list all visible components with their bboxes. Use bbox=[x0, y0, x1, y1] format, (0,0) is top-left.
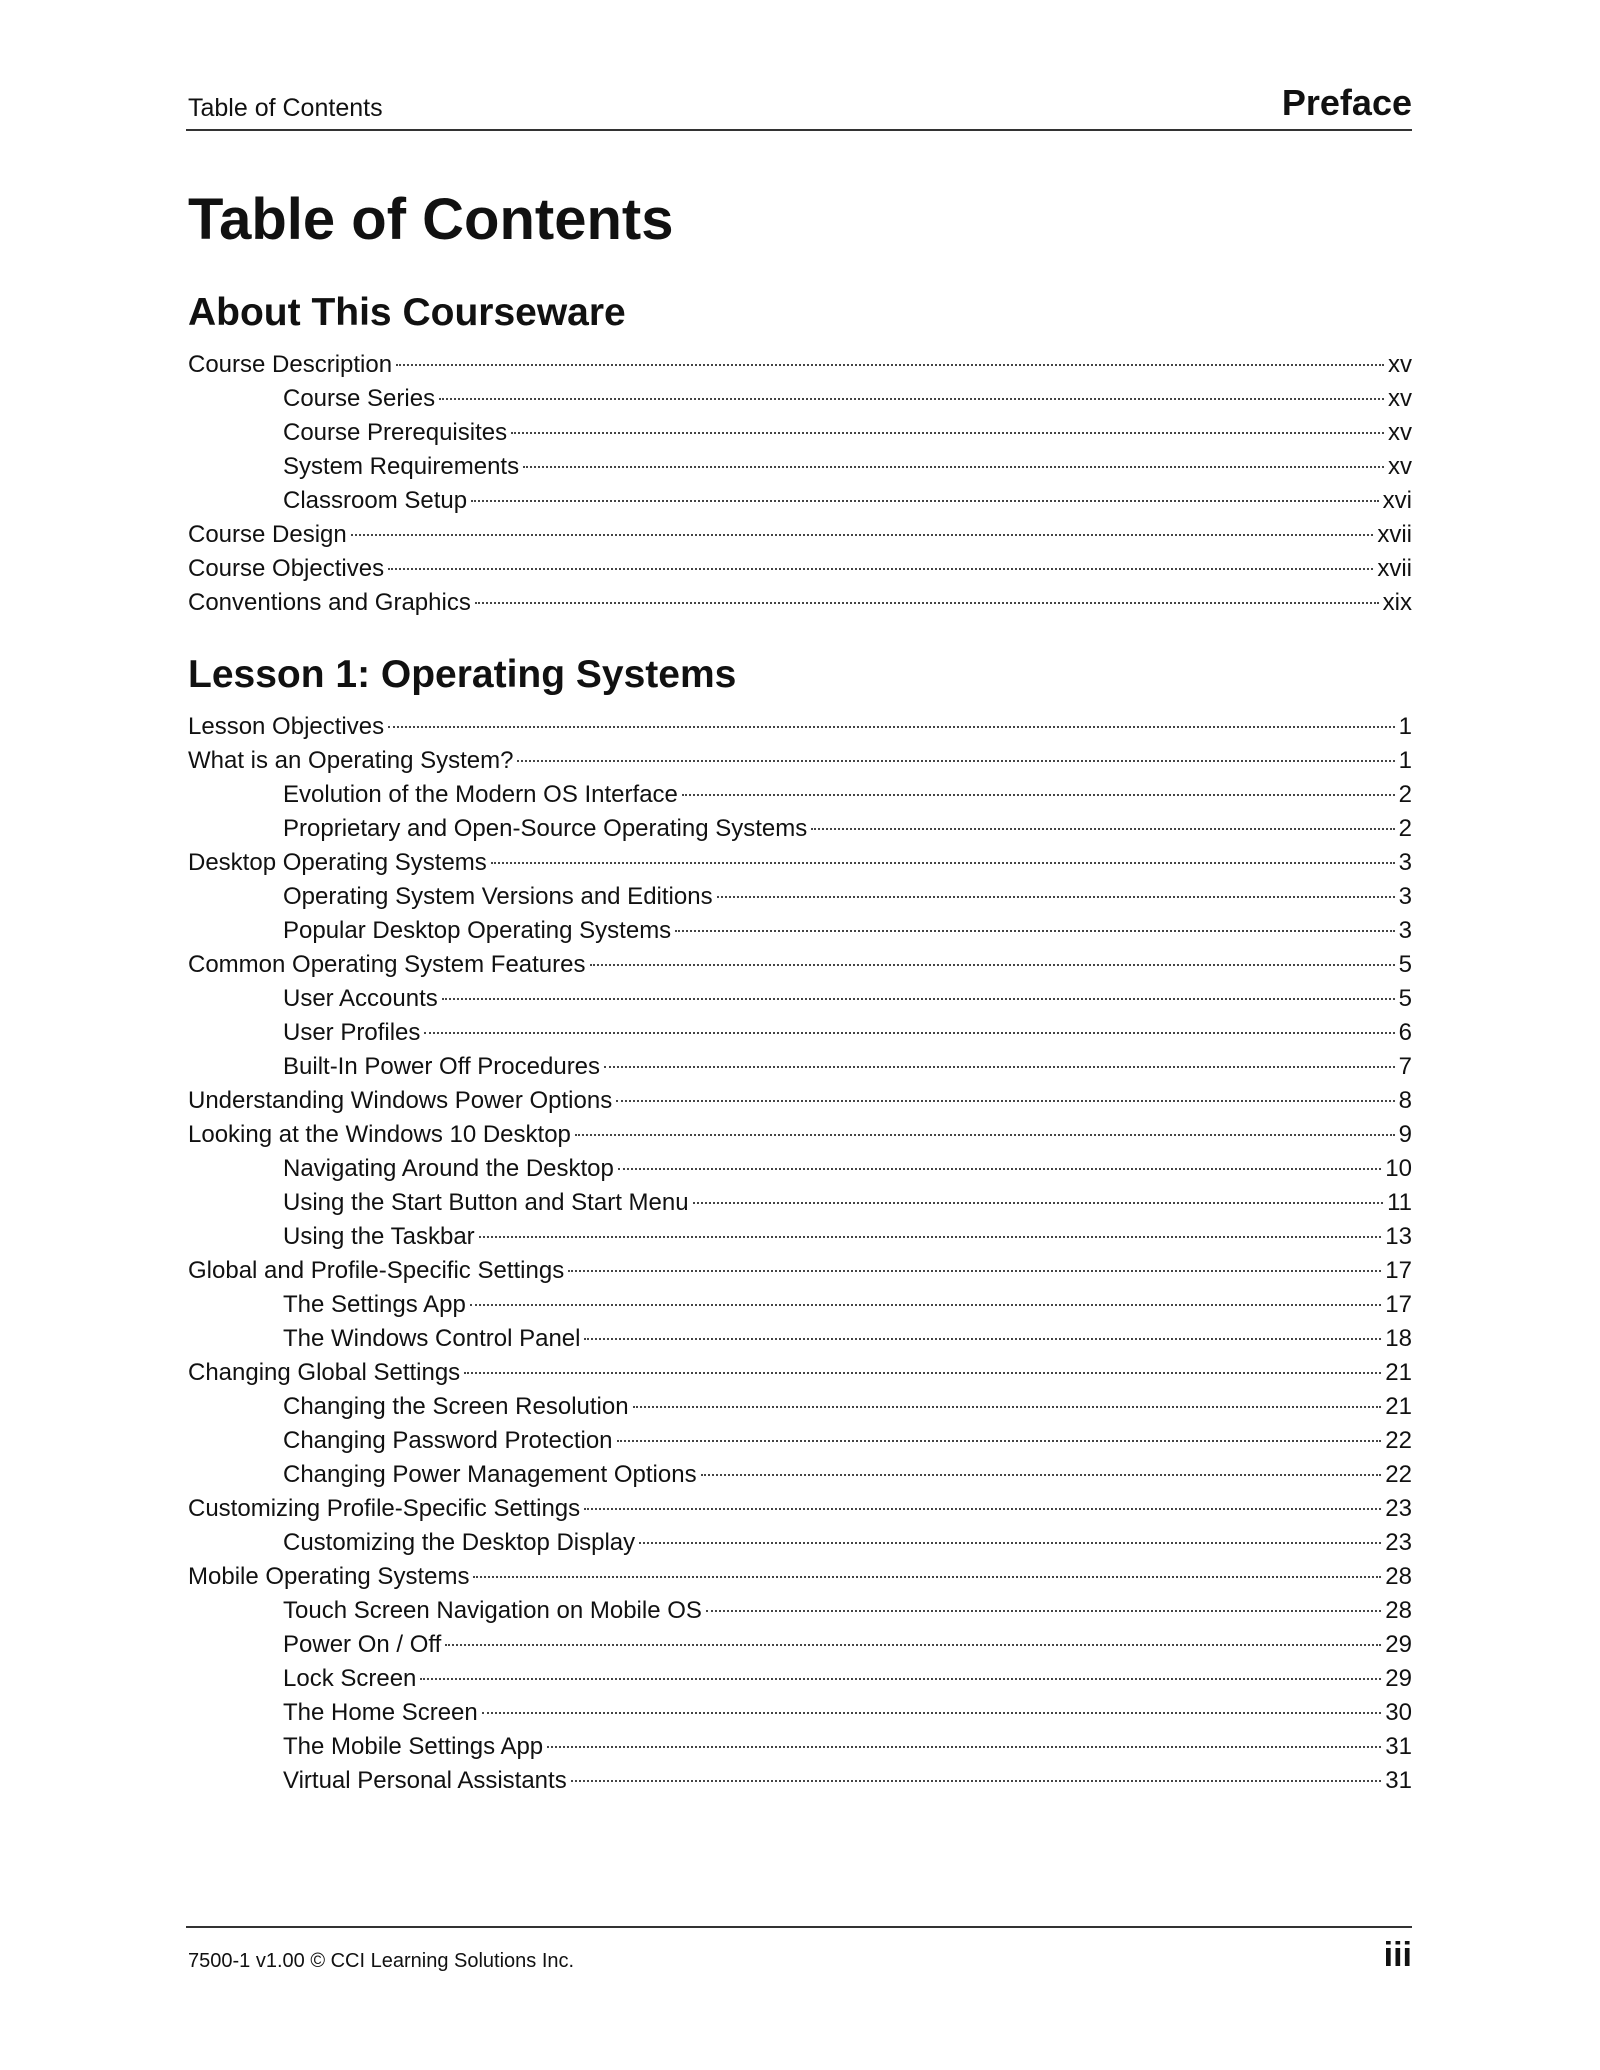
entry-page-number: xv bbox=[1388, 351, 1412, 378]
entry-title: Mobile Operating Systems bbox=[188, 1563, 470, 1590]
entry-page-number: 22 bbox=[1385, 1427, 1412, 1454]
entry-title: Built-In Power Off Procedures bbox=[283, 1053, 601, 1080]
entry-title: Touch Screen Navigation on Mobile OS bbox=[283, 1597, 702, 1624]
entry-title: Course Series bbox=[283, 385, 436, 412]
toc-subentry[interactable] bbox=[188, 982, 1412, 1016]
dot-leader bbox=[604, 1066, 1395, 1068]
toc-subentry[interactable] bbox=[188, 1458, 1412, 1492]
dot-leader bbox=[571, 1780, 1382, 1782]
page-number: iii bbox=[1383, 1936, 1412, 1974]
entry-page-number: 28 bbox=[1385, 1597, 1412, 1624]
toc-entry[interactable] bbox=[188, 846, 1412, 880]
entry-title: System Requirements bbox=[283, 453, 520, 480]
entry-page-number: 23 bbox=[1385, 1495, 1412, 1522]
entry-page-number: xix bbox=[1382, 589, 1412, 616]
entry-title: Common Operating System Features bbox=[188, 951, 586, 978]
entry-title: Course Prerequisites bbox=[283, 419, 508, 446]
dot-leader bbox=[511, 432, 1384, 434]
toc-entry[interactable] bbox=[188, 552, 1412, 586]
toc-entry[interactable] bbox=[188, 586, 1412, 620]
dot-leader bbox=[639, 1542, 1381, 1544]
dot-leader bbox=[464, 1372, 1381, 1374]
entry-title: Course Objectives bbox=[188, 555, 385, 582]
entry-page-number: 1 bbox=[1398, 747, 1412, 774]
entry-page-number: 21 bbox=[1385, 1393, 1412, 1420]
dot-leader bbox=[491, 862, 1395, 864]
entry-title: Operating System Versions and Editions bbox=[283, 883, 713, 910]
toc-subentry[interactable] bbox=[188, 914, 1412, 948]
toc-subentry[interactable] bbox=[188, 1288, 1412, 1322]
entry-title: The Mobile Settings App bbox=[283, 1733, 544, 1760]
toc-entry[interactable] bbox=[188, 1560, 1412, 1594]
dot-leader bbox=[590, 964, 1395, 966]
entry-page-number: xv bbox=[1388, 453, 1412, 480]
entry-page-number: 29 bbox=[1385, 1665, 1412, 1692]
dot-leader bbox=[396, 364, 1384, 366]
dot-leader bbox=[479, 1236, 1382, 1238]
entry-title: Virtual Personal Assistants bbox=[283, 1767, 567, 1794]
entry-page-number: 3 bbox=[1398, 883, 1412, 910]
entry-page-number: 3 bbox=[1398, 917, 1412, 944]
entry-page-number: 29 bbox=[1385, 1631, 1412, 1658]
dot-leader bbox=[517, 760, 1394, 762]
entry-title: Navigating Around the Desktop bbox=[283, 1155, 614, 1182]
dot-leader bbox=[717, 896, 1395, 898]
toc-entry[interactable] bbox=[188, 744, 1412, 778]
toc-entry[interactable] bbox=[188, 1254, 1412, 1288]
entry-page-number: 31 bbox=[1385, 1733, 1412, 1760]
dot-leader bbox=[682, 794, 1395, 796]
entry-page-number: 31 bbox=[1385, 1767, 1412, 1794]
toc-subentry[interactable] bbox=[188, 1730, 1412, 1764]
entry-page-number: 23 bbox=[1385, 1529, 1412, 1556]
entry-page-number: 30 bbox=[1385, 1699, 1412, 1726]
entry-title: Using the Taskbar bbox=[283, 1223, 475, 1250]
dot-leader bbox=[388, 568, 1373, 570]
dot-leader bbox=[701, 1474, 1382, 1476]
dot-leader bbox=[618, 1168, 1381, 1170]
entry-page-number: xv bbox=[1388, 385, 1412, 412]
entry-title: Conventions and Graphics bbox=[188, 589, 471, 616]
entry-title: Changing Global Settings bbox=[188, 1359, 461, 1386]
entry-title: Changing the Screen Resolution bbox=[283, 1393, 629, 1420]
entry-title: User Accounts bbox=[283, 985, 438, 1012]
entry-page-number: 5 bbox=[1398, 985, 1412, 1012]
entry-title: Global and Profile-Specific Settings bbox=[188, 1257, 565, 1284]
dot-leader bbox=[475, 602, 1379, 604]
toc-entry[interactable] bbox=[188, 348, 1412, 382]
entry-title: Lesson Objectives bbox=[188, 713, 385, 740]
toc-subentry[interactable] bbox=[188, 880, 1412, 914]
entry-page-number: 22 bbox=[1385, 1461, 1412, 1488]
dot-leader bbox=[811, 828, 1394, 830]
dot-leader bbox=[482, 1712, 1382, 1714]
entry-title: The Windows Control Panel bbox=[283, 1325, 581, 1352]
toc-entry[interactable] bbox=[188, 1492, 1412, 1526]
entry-title: Changing Power Management Options bbox=[283, 1461, 697, 1488]
entry-page-number: 28 bbox=[1385, 1563, 1412, 1590]
toc-subentry[interactable] bbox=[188, 1152, 1412, 1186]
entry-title: Course Description bbox=[188, 351, 393, 378]
dot-leader bbox=[616, 1100, 1394, 1102]
toc-subentry[interactable] bbox=[188, 1662, 1412, 1696]
entry-title: Customizing the Desktop Display bbox=[283, 1529, 636, 1556]
toc-subentry[interactable] bbox=[188, 1016, 1412, 1050]
dot-leader bbox=[471, 500, 1379, 502]
dot-leader bbox=[693, 1202, 1384, 1204]
dot-leader bbox=[575, 1134, 1395, 1136]
toc-subentry[interactable] bbox=[188, 1050, 1412, 1084]
toc-subentry[interactable] bbox=[188, 484, 1412, 518]
toc-subentry[interactable] bbox=[188, 1764, 1412, 1798]
entry-page-number: 13 bbox=[1385, 1223, 1412, 1250]
section-heading: Lesson 1: Operating Systems bbox=[188, 653, 737, 696]
entry-title: Classroom Setup bbox=[283, 487, 468, 514]
dot-leader bbox=[442, 998, 1395, 1000]
running-header-right: Preface bbox=[1281, 82, 1412, 123]
footer-divider bbox=[186, 1926, 1412, 1928]
dot-leader bbox=[675, 930, 1394, 932]
entry-page-number: 18 bbox=[1385, 1325, 1412, 1352]
dot-leader bbox=[523, 466, 1384, 468]
entry-page-number: 11 bbox=[1387, 1189, 1412, 1216]
entry-title: The Home Screen bbox=[283, 1699, 478, 1726]
dot-leader bbox=[420, 1678, 1381, 1680]
entry-title: Looking at the Windows 10 Desktop bbox=[188, 1121, 571, 1148]
entry-page-number: 6 bbox=[1398, 1019, 1412, 1046]
entry-page-number: 17 bbox=[1385, 1257, 1412, 1284]
page-title: Table of Contents bbox=[188, 187, 674, 252]
dot-leader bbox=[351, 534, 1374, 536]
dot-leader bbox=[568, 1270, 1381, 1272]
entry-title: Understanding Windows Power Options bbox=[188, 1087, 613, 1114]
header-divider bbox=[186, 129, 1412, 131]
toc-entry[interactable] bbox=[188, 518, 1412, 552]
toc-entry[interactable] bbox=[188, 710, 1412, 744]
dot-leader bbox=[470, 1304, 1382, 1306]
entry-title: What is an Operating System? bbox=[188, 747, 514, 774]
toc-subentry[interactable] bbox=[188, 1322, 1412, 1356]
dot-leader bbox=[584, 1338, 1381, 1340]
dot-leader bbox=[633, 1406, 1382, 1408]
toc-subentry[interactable] bbox=[188, 1696, 1412, 1730]
running-header-left: Table of Contents bbox=[188, 94, 383, 122]
entry-page-number: 5 bbox=[1398, 951, 1412, 978]
entry-page-number: xvii bbox=[1377, 521, 1412, 548]
toc-entry[interactable] bbox=[188, 1118, 1412, 1152]
entry-page-number: 9 bbox=[1398, 1121, 1412, 1148]
section-heading: About This Courseware bbox=[188, 291, 626, 334]
dot-leader bbox=[445, 1644, 1381, 1646]
entry-page-number: xv bbox=[1388, 419, 1412, 446]
entry-title: Evolution of the Modern OS Interface bbox=[283, 781, 678, 808]
entry-page-number: xvii bbox=[1377, 555, 1412, 582]
entry-page-number: 17 bbox=[1385, 1291, 1412, 1318]
dot-leader bbox=[473, 1576, 1381, 1578]
toc-subentry[interactable] bbox=[188, 1424, 1412, 1458]
dot-leader bbox=[706, 1610, 1381, 1612]
toc-entry[interactable] bbox=[188, 1084, 1412, 1118]
toc-subentry[interactable] bbox=[188, 1526, 1412, 1560]
dot-leader bbox=[424, 1032, 1394, 1034]
entry-title: Lock Screen bbox=[283, 1665, 417, 1692]
entry-page-number: 1 bbox=[1398, 713, 1412, 740]
entry-page-number: 7 bbox=[1398, 1053, 1412, 1080]
entry-title: Proprietary and Open-Source Operating Systems bbox=[283, 815, 808, 842]
toc-subentry[interactable] bbox=[188, 1594, 1412, 1628]
entry-title: Desktop Operating Systems bbox=[188, 849, 487, 876]
toc-subentry[interactable] bbox=[188, 1628, 1412, 1662]
dot-leader bbox=[439, 398, 1384, 400]
entry-title: Customizing Profile-Specific Settings bbox=[188, 1495, 581, 1522]
toc-entry[interactable] bbox=[188, 1356, 1412, 1390]
entry-title: User Profiles bbox=[283, 1019, 421, 1046]
entry-page-number: 10 bbox=[1385, 1155, 1412, 1182]
toc-subentry[interactable] bbox=[188, 1186, 1412, 1220]
toc-subentry[interactable] bbox=[188, 450, 1412, 484]
table-of-contents bbox=[188, 278, 1412, 1798]
entry-page-number: 8 bbox=[1398, 1087, 1412, 1114]
dot-leader bbox=[388, 726, 1395, 728]
entry-title: Course Design bbox=[188, 521, 347, 548]
dot-leader bbox=[547, 1746, 1381, 1748]
entry-title: Changing Password Protection bbox=[283, 1427, 613, 1454]
toc-subentry[interactable] bbox=[188, 778, 1412, 812]
dot-leader bbox=[584, 1508, 1381, 1510]
entry-page-number: 2 bbox=[1398, 781, 1412, 808]
toc-subentry[interactable] bbox=[188, 416, 1412, 450]
entry-title: Popular Desktop Operating Systems bbox=[283, 917, 672, 944]
toc-subentry[interactable] bbox=[188, 812, 1412, 846]
toc-subentry[interactable] bbox=[188, 1390, 1412, 1424]
toc-subentry[interactable] bbox=[188, 382, 1412, 416]
dot-leader bbox=[617, 1440, 1382, 1442]
entry-page-number: 21 bbox=[1385, 1359, 1412, 1386]
section-spacer bbox=[188, 620, 1412, 640]
copyright-footer: 7500-1 v1.00 © CCI Learning Solutions Inc. bbox=[188, 1950, 575, 1972]
entry-title: Using the Start Button and Start Menu bbox=[283, 1189, 689, 1216]
toc-subentry[interactable] bbox=[188, 1220, 1412, 1254]
entry-title: The Settings App bbox=[283, 1291, 466, 1318]
toc-entry[interactable] bbox=[188, 948, 1412, 982]
entry-page-number: 3 bbox=[1398, 849, 1412, 876]
entry-page-number: 2 bbox=[1398, 815, 1412, 842]
entry-page-number: xvi bbox=[1382, 487, 1412, 514]
entry-title: Power On / Off bbox=[283, 1631, 442, 1658]
